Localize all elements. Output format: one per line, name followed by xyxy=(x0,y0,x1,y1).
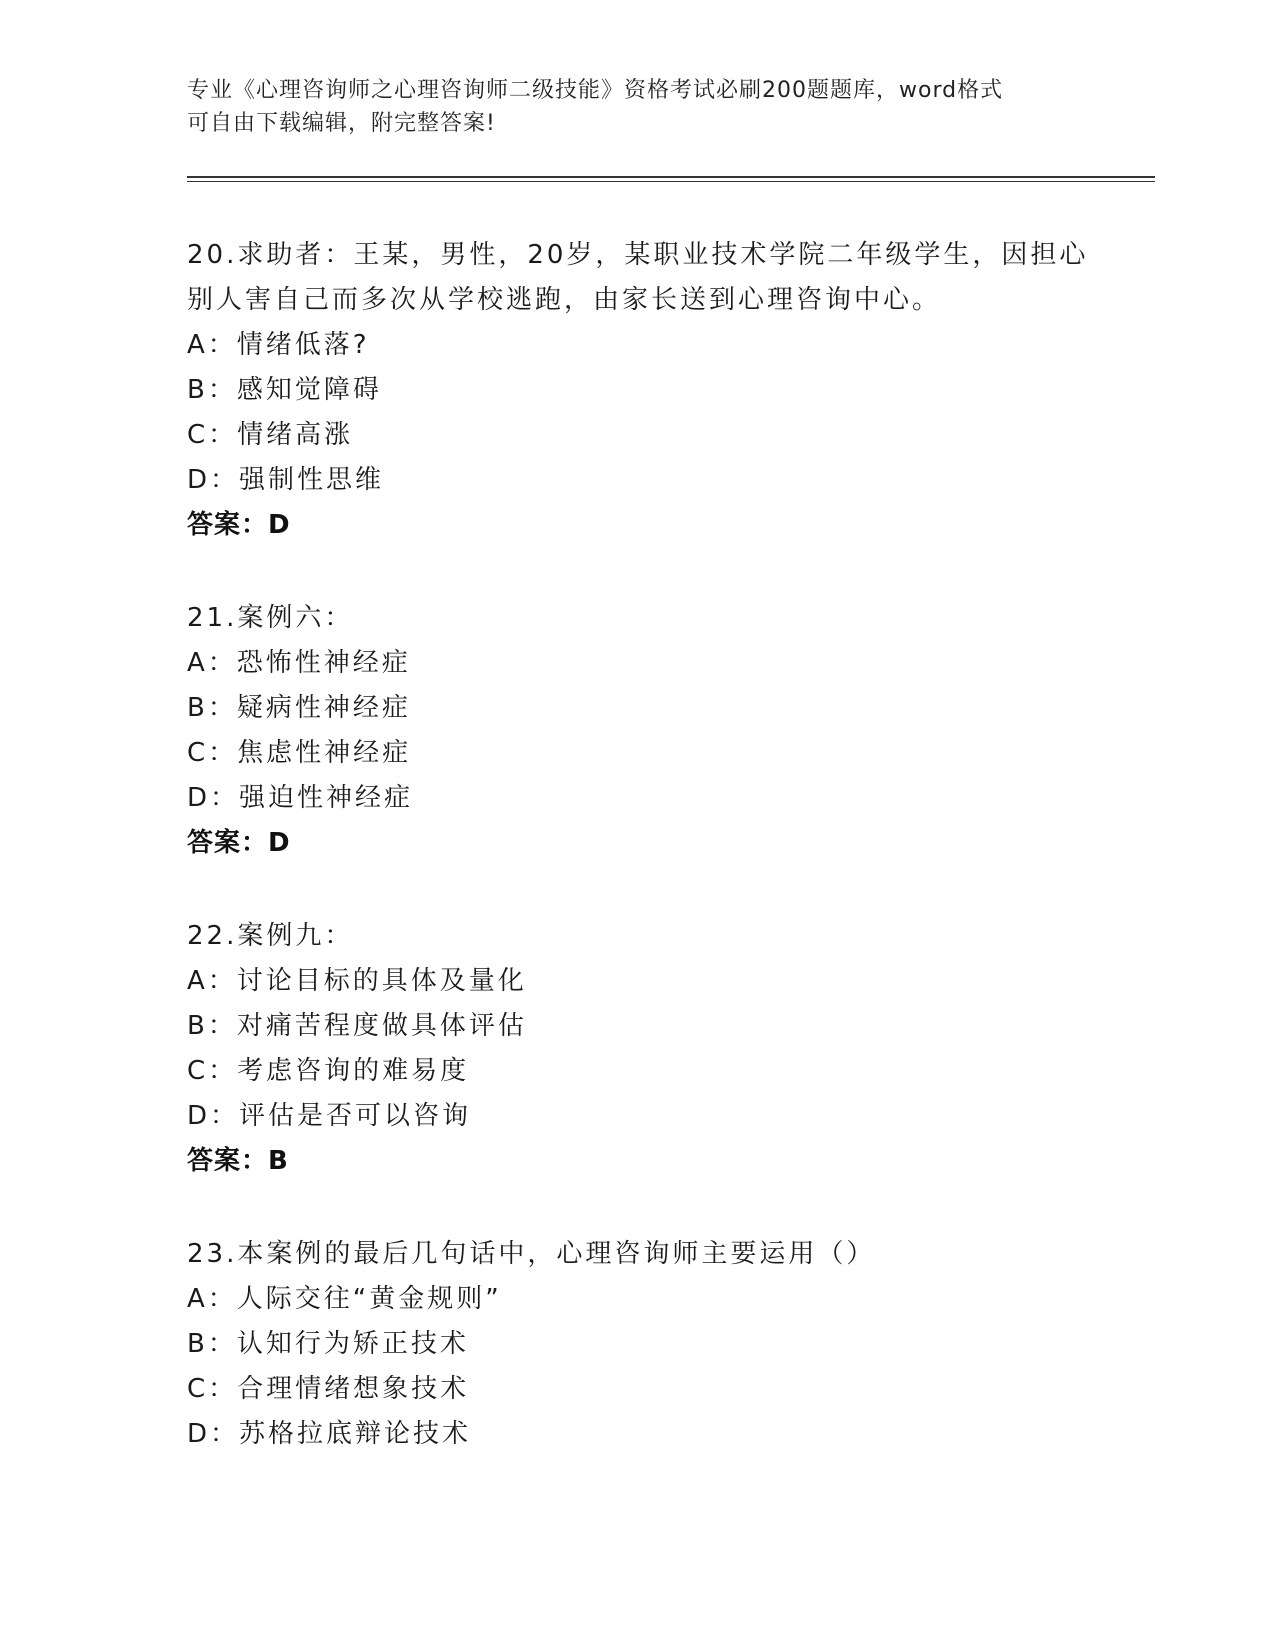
answer: 答案：B xyxy=(187,1146,289,1176)
option-d: D：苏格拉底辩论技术 xyxy=(187,1419,472,1449)
option-b: B：对痛苦程度做具体评估 xyxy=(187,1011,527,1041)
option-d: D：强制性思维 xyxy=(187,465,385,495)
question-21 xyxy=(187,596,1107,866)
question-text: 20.求助者：王某，男性，20岁，某职业技术学院二年级学生，因担心别人害自己而多次从学校逃跑，由家长送到心理咨询中心。 xyxy=(187,240,1089,315)
option-a: A：恐怖性神经症 xyxy=(187,648,411,678)
header-divider-thin xyxy=(187,181,1155,182)
header-line-2: 可自由下载编辑，附完整答案! xyxy=(187,111,496,136)
question-text: 22.案例九： xyxy=(187,921,354,951)
question-text: 23.本案例的最后几句话中，心理咨询师主要运用（） xyxy=(187,1239,876,1269)
option-b: B：疑病性神经症 xyxy=(187,693,411,723)
option-b: B：认知行为矫正技术 xyxy=(187,1329,469,1359)
option-d: D：评估是否可以咨询 xyxy=(187,1101,472,1131)
option-b: B：感知觉障碍 xyxy=(187,375,382,405)
question-20 xyxy=(187,233,1107,548)
option-d: D：强迫性神经症 xyxy=(187,783,414,813)
question-text: 21.案例六： xyxy=(187,603,354,633)
option-a: A：人际交往“黄金规则” xyxy=(187,1284,502,1314)
option-c: C：合理情绪想象技术 xyxy=(187,1374,470,1404)
option-c: C：考虑咨询的难易度 xyxy=(187,1056,470,1086)
question-22 xyxy=(187,914,1107,1184)
option-c: C：焦虑性神经症 xyxy=(187,738,412,768)
question-list xyxy=(187,233,1107,1505)
question-23 xyxy=(187,1232,1107,1457)
header-line-1: 专业《心理咨询师之心理咨询师二级技能》资格考试必刷200题题库，word格式 xyxy=(187,78,1004,103)
header-divider-thick xyxy=(187,176,1155,178)
option-a: A：讨论目标的具体及量化 xyxy=(187,966,527,996)
answer: 答案：D xyxy=(187,828,291,858)
option-a: A：情绪低落? xyxy=(187,330,370,360)
option-c: C：情绪高涨 xyxy=(187,420,354,450)
answer: 答案：D xyxy=(187,510,291,540)
document-header xyxy=(187,74,1087,140)
